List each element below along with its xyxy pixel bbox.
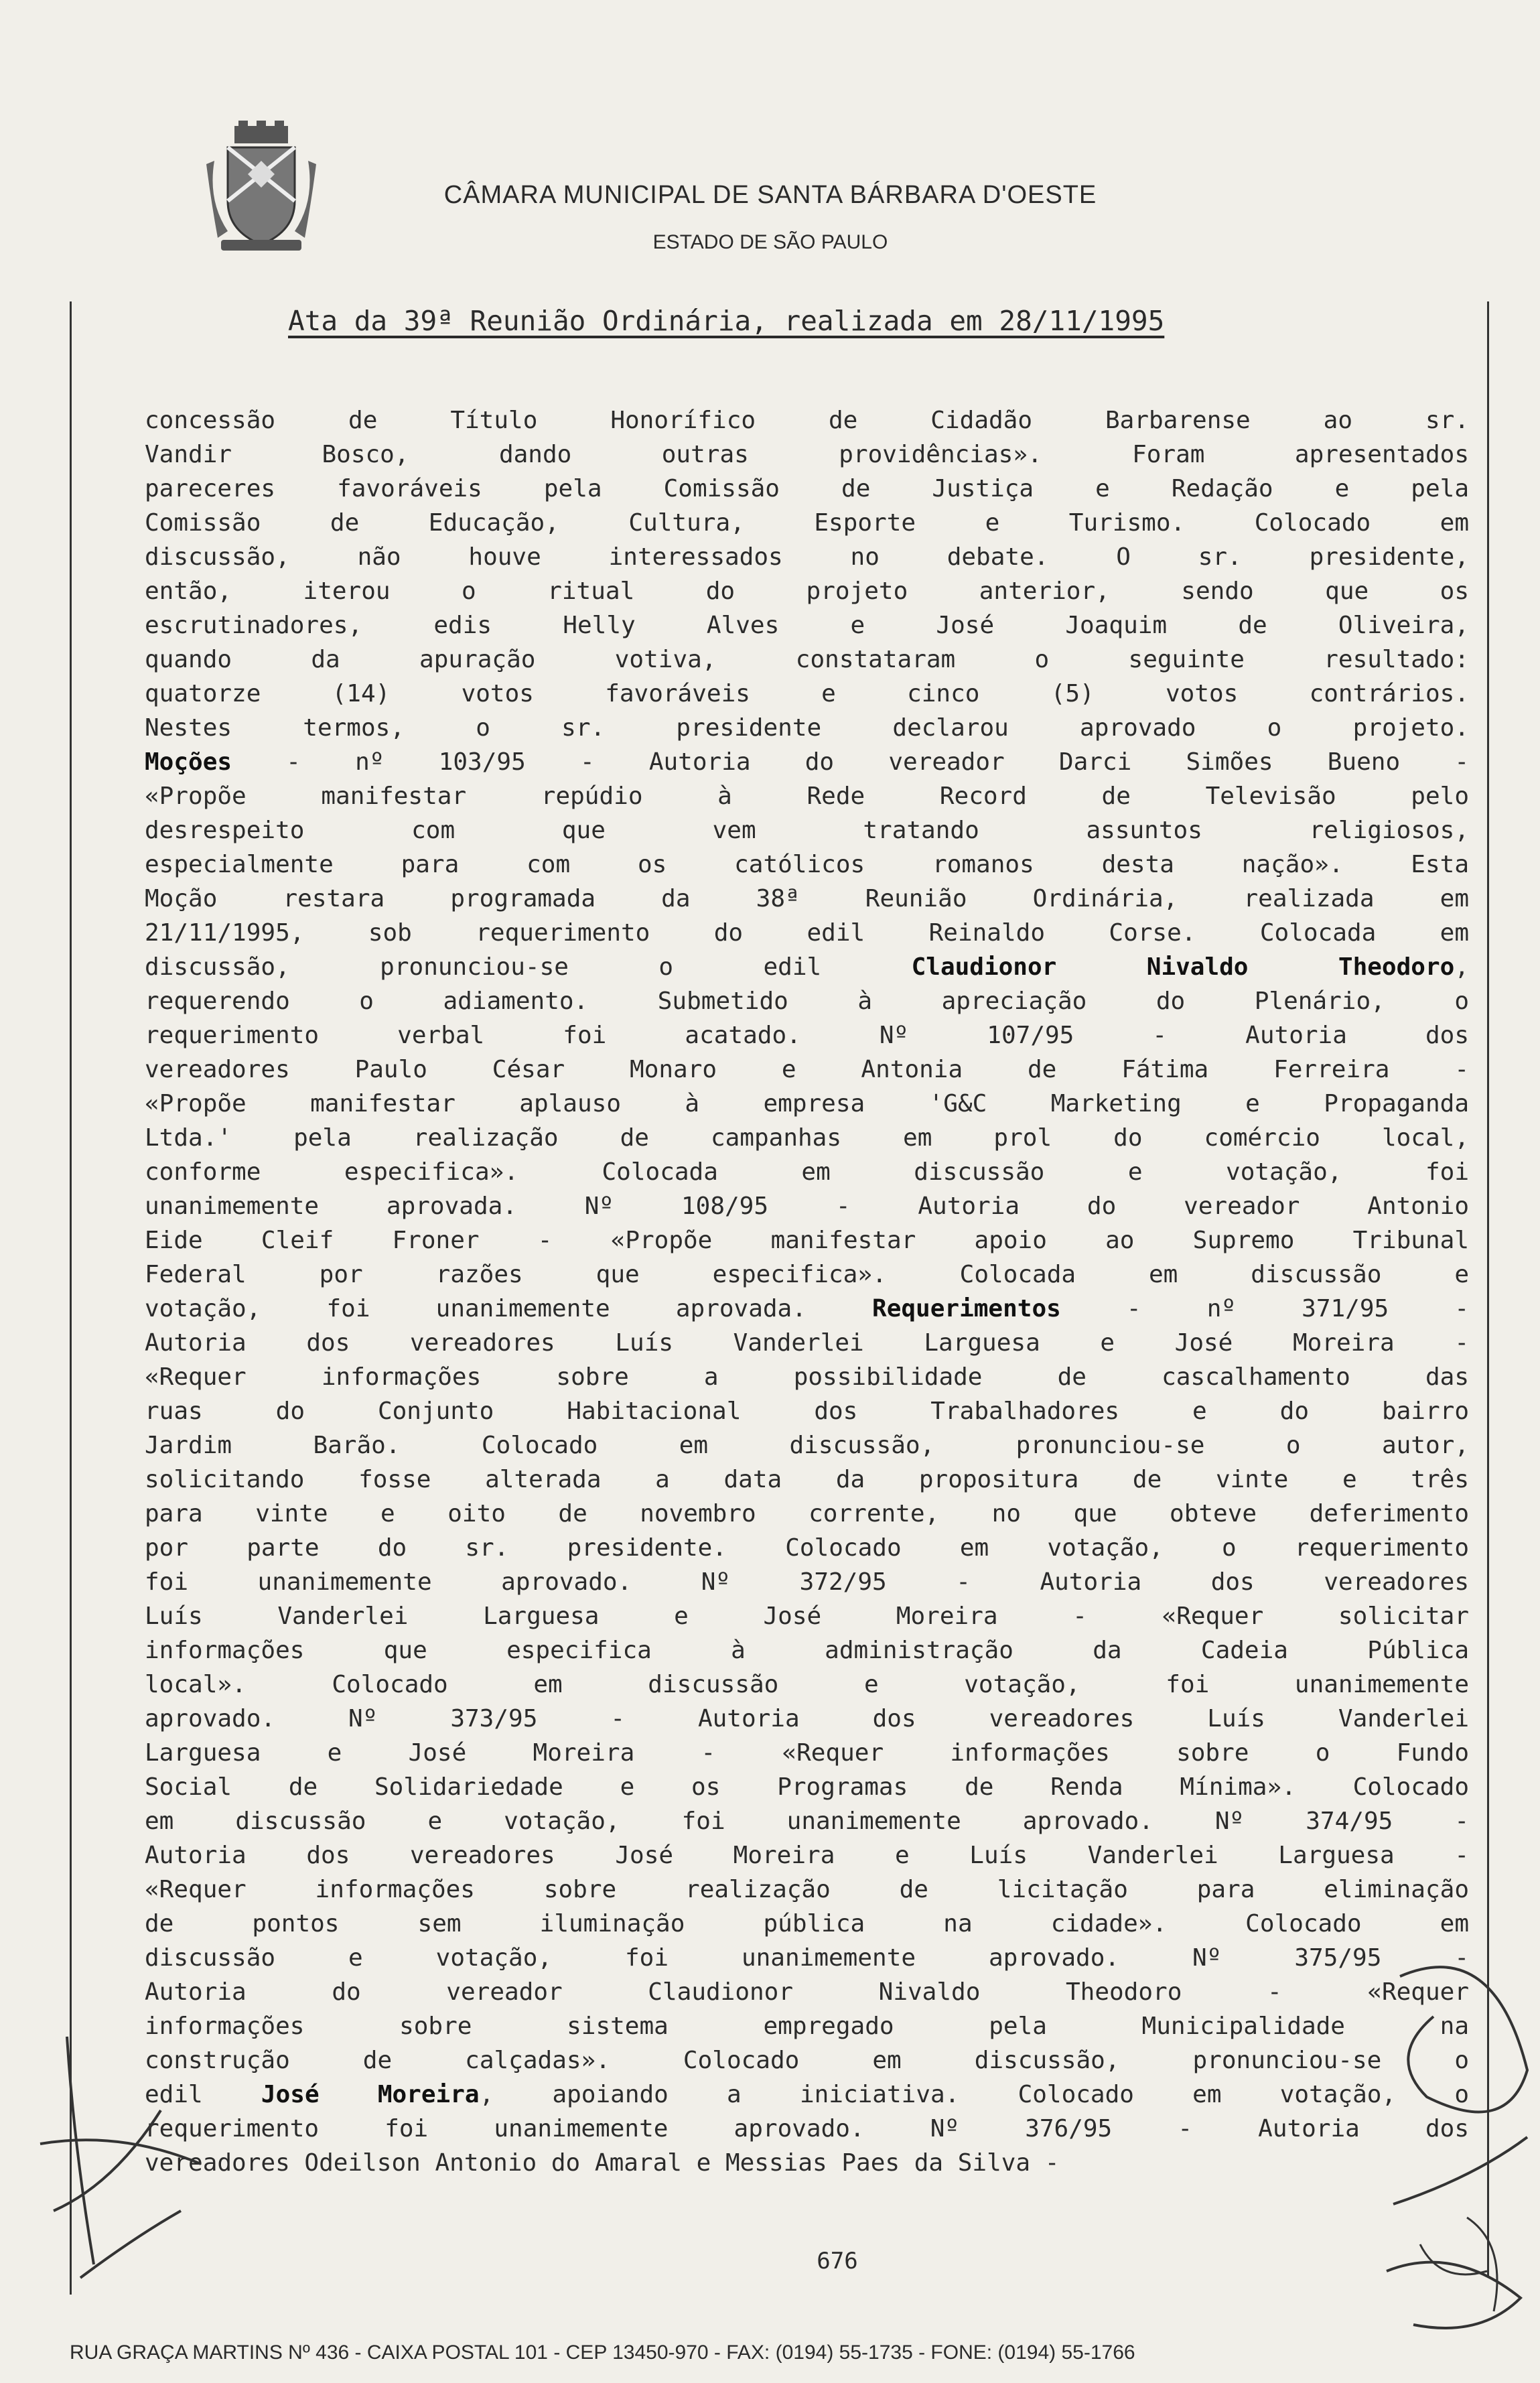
text-line (145, 506, 1469, 540)
municipal-coat-of-arms-icon (201, 121, 322, 255)
left-margin-rule (70, 301, 72, 2295)
text-line (145, 608, 1469, 642)
bold-text-run: Claudionor Nivaldo Theodoro (911, 953, 1455, 981)
text-line (145, 540, 1469, 574)
text-run: discussão, não houve interessados no debate. O sr. presidente, (145, 543, 1469, 571)
text-line (145, 2009, 1469, 2043)
text-run: requerimento verbal foi acatado. Nº 107/95 - Autoria dos (145, 1022, 1469, 1049)
text-line (145, 1223, 1469, 1257)
text-run: 21/11/1995, sob requerimento do edil Reinaldo Corse. Colocada em (145, 919, 1469, 947)
text-line (145, 711, 1469, 745)
text-line (145, 1907, 1469, 1941)
text-line (145, 437, 1469, 472)
text-line (145, 1873, 1469, 1907)
text-line (145, 2043, 1469, 2078)
text-line (145, 2146, 1469, 2180)
text-line (145, 916, 1469, 950)
text-line (145, 403, 1469, 437)
text-line (145, 745, 1469, 779)
text-line (145, 813, 1469, 847)
text-run: - nº 371/95 - (1060, 1295, 1469, 1322)
text-line (145, 1667, 1469, 1702)
text-run: em discussão e votação, foi unanimemente aprovado. Nº 374/95 - (145, 1808, 1469, 1835)
text-run: solicitando fosse alterada a data da propositura de vinte e três (145, 1466, 1469, 1493)
text-run: edil (145, 2081, 261, 2108)
text-line (145, 1497, 1469, 1531)
text-line (145, 1565, 1469, 1599)
text-run: local». Colocado em discussão e votação, foi unanimemente (145, 1671, 1469, 1698)
text-line (145, 1018, 1469, 1052)
bold-text-run: Requerimentos (872, 1295, 1061, 1322)
institution-state: ESTADO DE SÃO PAULO (652, 231, 888, 253)
text-line (145, 2112, 1469, 2146)
text-line (145, 882, 1469, 916)
text-line (145, 472, 1469, 506)
text-run: Comissão de Educação, Cultura, Esporte e Turismo. Colocado em (145, 509, 1469, 537)
bold-text-run: José Moreira (261, 2081, 480, 2108)
text-line (145, 1360, 1469, 1394)
text-line (145, 677, 1469, 711)
text-line (145, 984, 1469, 1018)
text-line (145, 1736, 1469, 1770)
text-run: Vandir Bosco, dando outras providências». Foram apresentados (145, 441, 1469, 468)
text-line (145, 1155, 1469, 1189)
institution-name: CÂMARA MUNICIPAL DE SANTA BÁRBARA D'OESTE (443, 181, 1097, 209)
handwritten-signature-left-icon (27, 2010, 228, 2291)
text-run: «Propõe manifestar aplauso à empresa 'G&C Marketing e Propaganda (145, 1090, 1469, 1117)
text-line (145, 1599, 1469, 1633)
text-run: Jardim Barão. Colocado em discussão, pronunciou-se o autor, (145, 1432, 1469, 1459)
text-run: Autoria dos vereadores José Moreira e Luís Vanderlei Larguesa - (145, 1842, 1469, 1869)
text-line (145, 1394, 1469, 1428)
text-run: Eide Cleif Froner - «Propõe manifestar apoio ao Supremo Tribunal (145, 1227, 1469, 1254)
text-run: Larguesa e José Moreira - «Requer informações sobre o Fundo (145, 1739, 1469, 1767)
text-run: «Requer informações sobre a possibilidade de cascalhamento das (145, 1363, 1469, 1391)
text-run: vereadores Paulo César Monaro e Antonia de Fátima Ferreira - (145, 1056, 1469, 1083)
text-line (145, 1941, 1469, 1975)
text-line (145, 1428, 1469, 1462)
text-run: então, iterou o ritual do projeto anterior, sendo que os (145, 577, 1469, 605)
text-line (145, 574, 1469, 608)
text-line (145, 1531, 1469, 1565)
text-run: Moção restara programada da 38ª Reunião Ordinária, realizada em (145, 885, 1469, 912)
text-line (145, 1292, 1469, 1326)
text-line (145, 950, 1469, 984)
footer-address: RUA GRAÇA MARTINS Nº 436 - CAIXA POSTAL 101 - CEP 13450-970 - FAX: (0194) 55-1735 - FONE: (0194) 55-1766 (70, 2341, 1135, 2364)
text-line (145, 1189, 1469, 1223)
text-line (145, 1975, 1469, 2009)
text-line (145, 1052, 1469, 1087)
text-run: de pontos sem iluminação pública na cidade». Colocado em (145, 1910, 1469, 1937)
text-run: vereadores Odeilson Antonio do Amaral e Messias Paes da Silva - (145, 2149, 1060, 2177)
text-run: unanimemente aprovada. Nº 108/95 - Autoria do vereador Antonio (145, 1193, 1469, 1220)
text-line (145, 1770, 1469, 1804)
text-line (145, 642, 1469, 677)
text-run: Autoria dos vereadores Luís Vanderlei Larguesa e José Moreira - (145, 1329, 1469, 1357)
text-run: Federal por razões que especifica». Colocada em discussão e (145, 1261, 1469, 1288)
text-run: «Requer informações sobre realização de licitação para eliminação (145, 1876, 1469, 1903)
text-run: quando da apuração votiva, constataram o seguinte resultado: (145, 646, 1469, 673)
text-run: quatorze (14) votos favoráveis e cinco (5) votos contrários. (145, 680, 1469, 707)
text-line (145, 1326, 1469, 1360)
minutes-body (145, 403, 1469, 2180)
text-run: informações sobre sistema empregado pela Municipalidade na (145, 2013, 1469, 2040)
handwritten-signature-right-icon (1373, 1896, 1537, 2365)
text-run: requerendo o adiamento. Submetido à apreciação do Plenário, o (145, 988, 1469, 1015)
text-run: Luís Vanderlei Larguesa e José Moreira - «Requer solicitar (145, 1603, 1469, 1630)
text-run: discussão e votação, foi unanimemente aprovado. Nº 375/95 - (145, 1944, 1469, 1972)
text-line (145, 1121, 1469, 1155)
text-line (145, 1462, 1469, 1497)
text-line (145, 847, 1469, 882)
text-run: especialmente para com os católicos romanos desta nação». Esta (145, 851, 1469, 878)
text-run: , apoiando a iniciativa. Colocado em votação, o (479, 2081, 1469, 2108)
text-line (145, 1838, 1469, 1873)
text-run: discussão, pronunciou-se o edil (145, 953, 912, 981)
text-run: foi unanimemente aprovado. Nº 372/95 - Autoria dos vereadores (145, 1568, 1469, 1596)
text-run: votação, foi unanimemente aprovada. (145, 1295, 873, 1322)
text-run: Nestes termos, o sr. presidente declarou aprovado o projeto. (145, 714, 1469, 742)
text-run: desrespeito com que vem tratando assuntos religiosos, (145, 817, 1469, 844)
text-run: construção de calçadas». Colocado em discussão, pronunciou-se o (145, 2047, 1469, 2074)
text-run: Social de Solidariedade e os Programas de Renda Mínima». Colocado (145, 1773, 1469, 1801)
text-run: - nº 103/95 - Autoria do vereador Darci Simões Bueno - (232, 748, 1469, 776)
text-run: escrutinadores, edis Helly Alves e José Joaquim de Oliveira, (145, 612, 1469, 639)
text-line (145, 2078, 1469, 2112)
text-line (145, 1257, 1469, 1292)
text-run: por parte do sr. presidente. Colocado em votação, o requerimento (145, 1534, 1469, 1562)
page-number: 676 (817, 2248, 858, 2274)
text-line (145, 779, 1469, 813)
text-run: requerimento foi unanimemente aprovado. Nº 376/95 - Autoria dos (145, 2115, 1469, 2142)
text-line (145, 1633, 1469, 1667)
text-line (145, 1087, 1469, 1121)
text-run: aprovado. Nº 373/95 - Autoria dos vereadores Luís Vanderlei (145, 1705, 1469, 1732)
text-run: para vinte e oito de novembro corrente, no que obteve deferimento (145, 1500, 1469, 1527)
text-run: ruas do Conjunto Habitacional dos Trabalhadores e do bairro (145, 1398, 1469, 1425)
text-run: Autoria do vereador Claudionor Nivaldo Theodoro - «Requer (145, 1978, 1469, 2006)
text-line (145, 1702, 1469, 1736)
bold-text-run: Moções (145, 748, 232, 776)
minutes-title: Ata da 39ª Reunião Ordinária, realizada em 28/11/1995 (288, 305, 1165, 337)
text-run: Ltda.' pela realização de campanhas em prol do comércio local, (145, 1124, 1469, 1152)
text-line (145, 1804, 1469, 1838)
text-run: concessão de Título Honorífico de Cidadão Barbarense ao sr. (145, 407, 1469, 434)
text-run: conforme especifica». Colocada em discussão e votação, foi (145, 1158, 1469, 1186)
text-run: pareceres favoráveis pela Comissão de Justiça e Redação e pela (145, 475, 1469, 502)
text-run: , (1454, 953, 1469, 981)
text-run: «Propõe manifestar repúdio à Rede Record de Televisão pelo (145, 782, 1469, 810)
text-run: informações que especifica à administração da Cadeia Pública (145, 1637, 1469, 1664)
